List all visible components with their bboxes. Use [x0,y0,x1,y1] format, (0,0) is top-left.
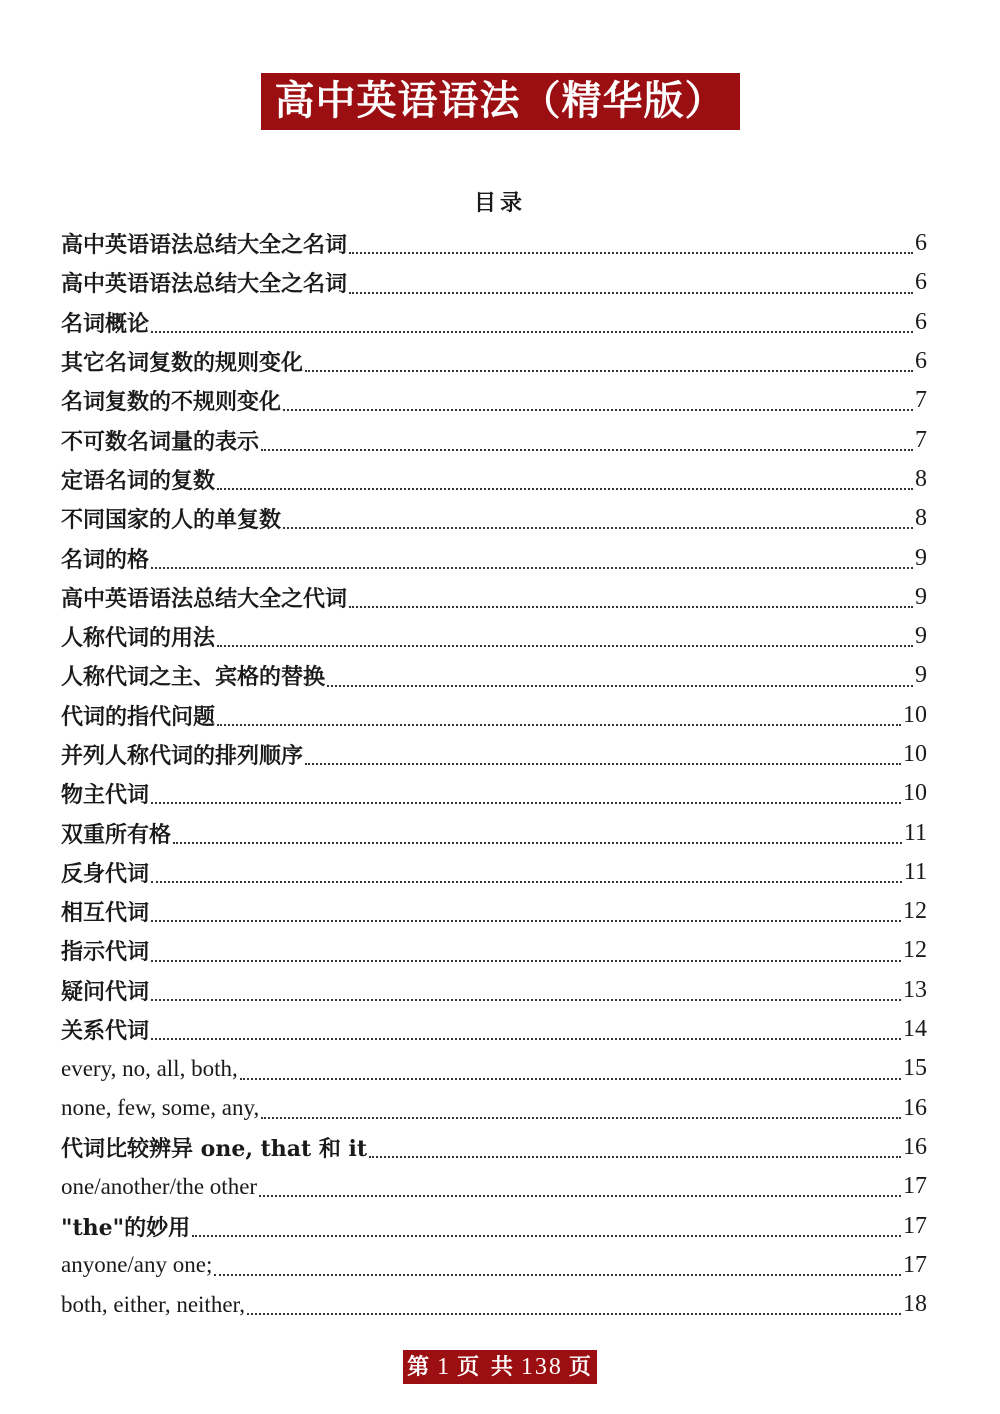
dot-leader [349,292,913,294]
toc-entry-title: 指示代词 [61,939,150,966]
toc-entry-page: 11 [903,819,927,846]
toc-entry[interactable] [61,460,927,499]
dot-leader [151,881,902,883]
toc-entry[interactable] [61,617,927,656]
dot-leader [283,527,913,529]
toc-entry-page: 13 [903,976,927,1003]
toc-entry[interactable] [61,1049,927,1088]
dot-leader [151,802,901,804]
toc-entry[interactable] [61,263,927,302]
dot-leader [240,1078,901,1080]
toc-entry-title: 相互代词 [61,900,150,927]
toc-entry-page: 10 [903,780,927,807]
toc-entry-title: 名词复数的不规则变化 [61,389,282,416]
dot-leader [192,1235,901,1237]
toc-entry-title: 定语名词的复数 [61,467,216,494]
toc-entry-title: 代词的指代问题 [61,703,216,730]
toc-entry-page: 17 [903,1173,927,1200]
toc-entry-page: 11 [903,858,927,885]
toc-entry-title: one/another/the other [61,1173,258,1199]
toc-entry[interactable] [61,342,927,381]
toc-entry[interactable] [61,420,927,459]
current-page-number: 1 [437,1354,452,1380]
toc-entry[interactable] [61,381,927,420]
toc-entry[interactable] [61,1285,927,1324]
toc-entry[interactable] [61,1010,927,1049]
dot-leader [305,370,913,372]
toc-entry[interactable] [61,538,927,577]
dot-leader [247,1313,901,1315]
table-of-contents [61,224,927,1324]
toc-entry-title: 反身代词 [61,860,150,887]
toc-entry[interactable] [61,499,927,538]
toc-entry-title: anyone/any one; [61,1252,213,1278]
toc-entry[interactable] [61,1128,927,1167]
toc-entry-title: "the"的妙用 [61,1214,191,1241]
toc-entry-page: 9 [915,623,927,650]
toc-entry-page: 7 [915,426,927,453]
toc-entry-page: 17 [903,1251,927,1278]
toc-entry-page: 9 [915,544,927,571]
dot-leader [173,842,902,844]
toc-entry[interactable] [61,892,927,931]
footer-middle: 页 共 [457,1354,515,1380]
toc-entry[interactable] [61,578,927,617]
footer-prefix: 第 [407,1354,432,1380]
toc-entry-page: 10 [903,741,927,767]
toc-entry[interactable] [61,813,927,852]
dot-leader [151,567,913,569]
toc-entry-page: 12 [903,937,927,964]
toc-entry[interactable] [61,1089,927,1128]
toc-entry-title: 人称代词的用法 [61,625,216,652]
toc-entry-page: 8 [915,465,927,492]
toc-entry-title: 并列人称代词的排列顺序 [61,743,304,769]
dot-leader [261,1117,901,1119]
toc-entry-page: 8 [915,505,927,532]
dot-leader [214,1274,901,1276]
toc-entry-page: 10 [903,701,927,728]
toc-entry[interactable] [61,853,927,892]
toc-entry[interactable] [61,656,927,695]
toc-entry-page: 12 [903,898,927,925]
dot-leader [217,724,901,726]
dot-leader [151,331,913,333]
toc-entry-page: 9 [915,583,927,610]
dot-leader [151,1038,901,1040]
toc-entry-title: 名词的格 [61,546,150,573]
dot-leader [151,999,901,1001]
toc-entry-title: both, either, neither, [61,1291,246,1317]
toc-entry-title: every, no, all, both, [61,1055,238,1081]
toc-entry-page: 18 [903,1291,927,1318]
toc-entry-title: 不同国家的人的单复数 [61,507,282,534]
toc-entry-title: 双重所有格 [61,821,172,848]
toc-entry-title: 关系代词 [61,1018,150,1045]
toc-entry[interactable] [61,696,927,735]
toc-entry[interactable] [61,224,927,263]
toc-entry-page: 6 [915,348,927,375]
toc-entry-page: 6 [915,269,927,296]
toc-entry[interactable] [61,303,927,342]
title-container [0,73,1000,130]
toc-entry-title: 高中英语语法总结大全之名词 [61,271,348,298]
dot-leader [217,645,913,647]
toc-entry[interactable] [61,1167,927,1206]
toc-entry-title: 其它名词复数的规则变化 [61,350,304,377]
dot-leader [151,960,901,962]
toc-entry[interactable] [61,1206,927,1245]
toc-heading: 目录 [473,190,526,216]
toc-entry-title: 不可数名词量的表示 [61,428,260,455]
toc-entry-title: 高中英语语法总结大全之代词 [61,585,348,612]
toc-entry-title: 名词概论 [61,310,150,337]
toc-entry-title: 疑问代词 [61,978,150,1005]
toc-entry-title: 人称代词之主、宾格的替换 [61,664,326,691]
dot-leader [217,488,913,490]
toc-entry-page: 14 [903,1016,927,1043]
toc-entry-title: 物主代词 [61,782,150,809]
toc-entry[interactable] [61,1246,927,1285]
dot-leader [305,763,901,765]
page-footer [403,1350,597,1384]
footer-container [0,1350,1000,1384]
toc-entry[interactable] [61,735,927,774]
total-page-count: 138 [520,1354,563,1380]
dot-leader [261,449,913,451]
toc-entry[interactable] [61,971,927,1010]
toc-entry-page: 16 [903,1094,927,1121]
toc-entry-page: 7 [915,387,927,414]
toc-entry-page: 17 [903,1212,927,1239]
toc-entry-page: 9 [915,662,927,689]
document-title: 高中英语语法（精华版） [261,73,740,130]
dot-leader [283,409,913,411]
dot-leader [369,1156,901,1158]
toc-entry-title: 高中英语语法总结大全之名词 [61,232,348,259]
toc-entry-title: 代词比较辨异 one, that 和 it [61,1135,368,1162]
toc-entry-page: 16 [903,1133,927,1160]
toc-entry[interactable] [61,774,927,813]
dot-leader [349,606,913,608]
dot-leader [349,252,913,254]
toc-entry[interactable] [61,931,927,970]
toc-entry-page: 15 [903,1055,927,1082]
toc-entry-page: 6 [915,230,927,257]
toc-entry-page: 6 [915,308,927,335]
dot-leader [151,920,901,922]
toc-entry-title: none, few, some, any, [61,1095,260,1121]
dot-leader [327,685,913,687]
footer-suffix: 页 [568,1354,593,1380]
dot-leader [259,1195,901,1197]
